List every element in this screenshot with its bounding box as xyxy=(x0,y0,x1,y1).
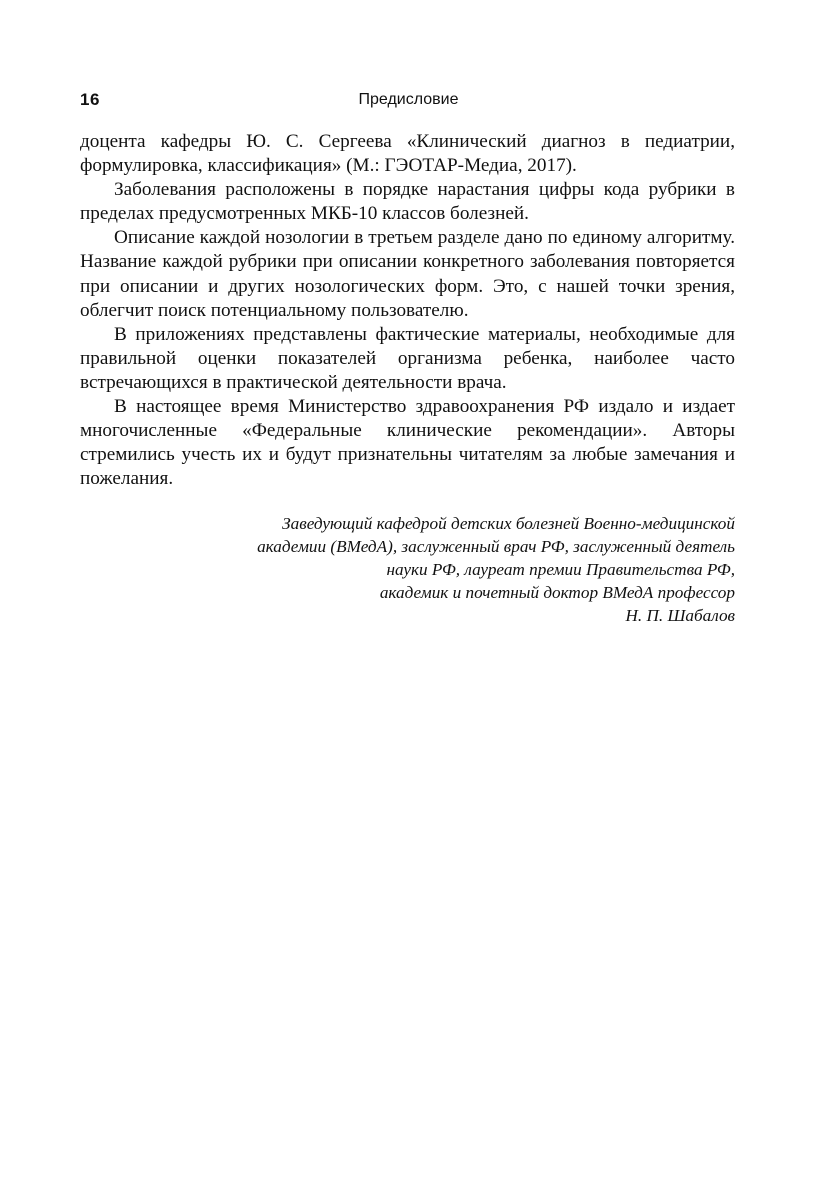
author-signature xyxy=(115,512,735,627)
running-title: Предисловие xyxy=(358,91,459,108)
signature-line: академик и почетный доктор ВМедА профессор xyxy=(379,583,735,603)
signature-line: науки РФ, лауреат премии Правительства РФ, xyxy=(386,560,735,580)
page-number: 16 xyxy=(80,90,100,109)
paragraph: В настоящее время Министерство здравоохранения РФ издало и издает многочисленные «Федеральные клинические рекомендации». Авторы стремились учесть их и будут признательны читателям за любые замечания и пожелания. xyxy=(80,396,735,490)
paragraph: Описание каждой нозологии в третьем разделе дано по единому алгоритму. Название каждой рубрики при описании конкретного заболевания повторяется при описании и других нозологических форм. Это, с нашей точки зрения, облегчит поиск потенциальному пользователю. xyxy=(80,227,735,321)
signature-line: Заведующий кафедрой детских болезней Военно-медицинской xyxy=(282,514,735,533)
author-name: Н. П. Шабалов xyxy=(625,606,735,626)
paragraph: В приложениях представлены фактические материалы, необходимые для правильной оценки показателей организма ребенка, наиболее часто встречающихся в практической деятельности врача. xyxy=(80,323,735,393)
paragraph-continuation: доцента кафедры Ю. С. Сергеева «Клинический диагноз в педиатрии, формулировка, классификация» (М.: ГЭОТАР-Медиа, 2017). xyxy=(80,131,735,177)
body-text xyxy=(80,130,735,491)
paragraph: Заболевания расположены в порядке нарастания цифры кода рубрики в пределах предусмотренных МКБ-10 классов болезней. xyxy=(80,179,735,225)
signature-line: академии (ВМедА), заслуженный врач РФ, заслуженный деятель xyxy=(257,537,735,557)
